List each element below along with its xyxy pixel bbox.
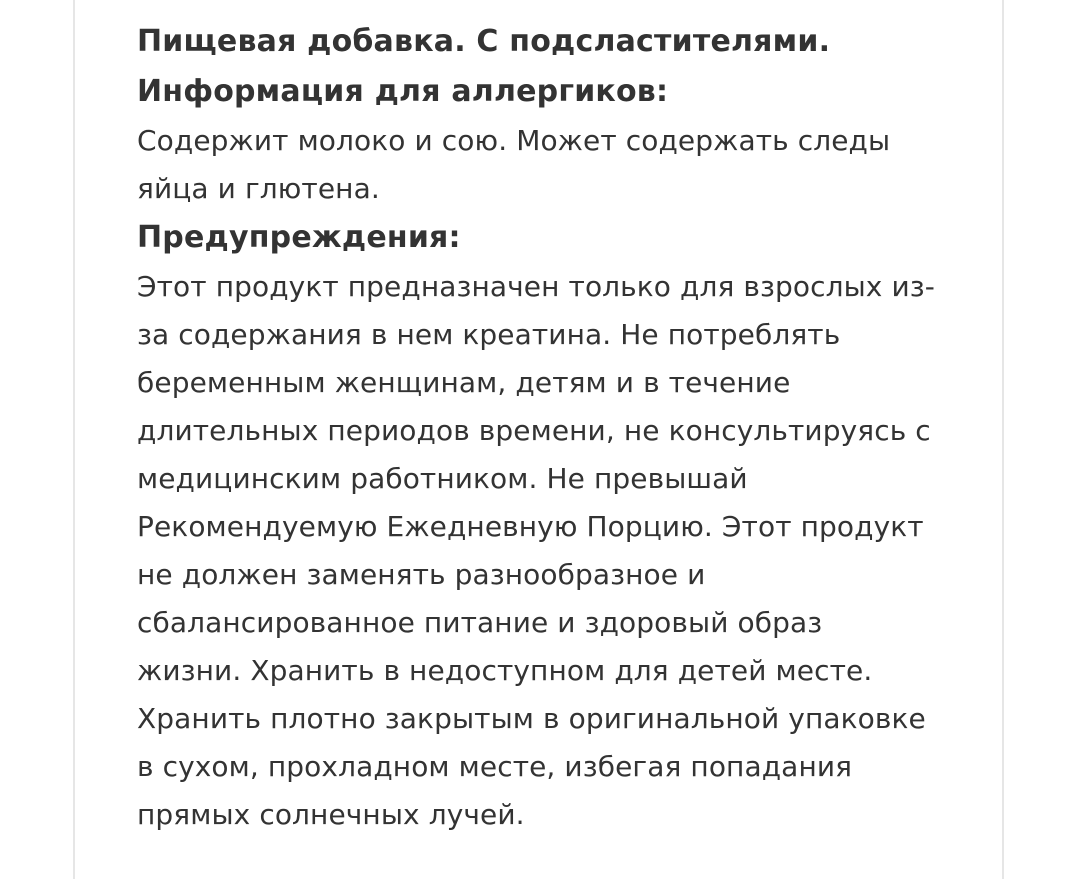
warnings-text-line: прямых солнечных лучей. xyxy=(137,798,525,831)
allergy-text-line: Содержит молоко и сою. Может содержать следы xyxy=(137,124,891,157)
warnings-text-line: Рекомендуемую Ежедневную Порцию. Этот продукт xyxy=(137,510,924,543)
warnings-text-line: в сухом, прохладном месте, избегая попадания xyxy=(137,750,853,783)
warnings-text-line: длительных периодов времени, не консультируясь с xyxy=(137,414,931,447)
warnings-text-line: беременным женщинам, детям и в течение xyxy=(137,366,791,399)
additive-heading: Пищевая добавка. С подсластителями. xyxy=(137,24,831,59)
allergy-text-line: яйца и глютена. xyxy=(137,172,380,205)
warnings-text-line: Хранить плотно закрытым в оригинальной упаковке xyxy=(137,702,926,735)
warnings-heading: Предупреждения: xyxy=(137,220,461,255)
allergy-text xyxy=(137,117,947,213)
warnings-text xyxy=(137,263,947,839)
warnings-text-line: Этот продукт предназначен только для взрослых из- xyxy=(137,270,935,303)
allergy-heading: Информация для аллергиков: xyxy=(137,74,669,109)
product-info-content xyxy=(137,17,947,839)
warnings-text-line: медицинским работником. Не превышай xyxy=(137,462,748,495)
warnings-text-line: жизни. Хранить в недоступном для детей месте. xyxy=(137,654,873,687)
warnings-text-line: не должен заменять разнообразное и xyxy=(137,558,706,591)
product-info-card xyxy=(73,0,1004,879)
warnings-text-line: сбалансированное питание и здоровый образ xyxy=(137,606,823,639)
warnings-text-line: за содержания в нем креатина. Не потреблять xyxy=(137,318,841,351)
